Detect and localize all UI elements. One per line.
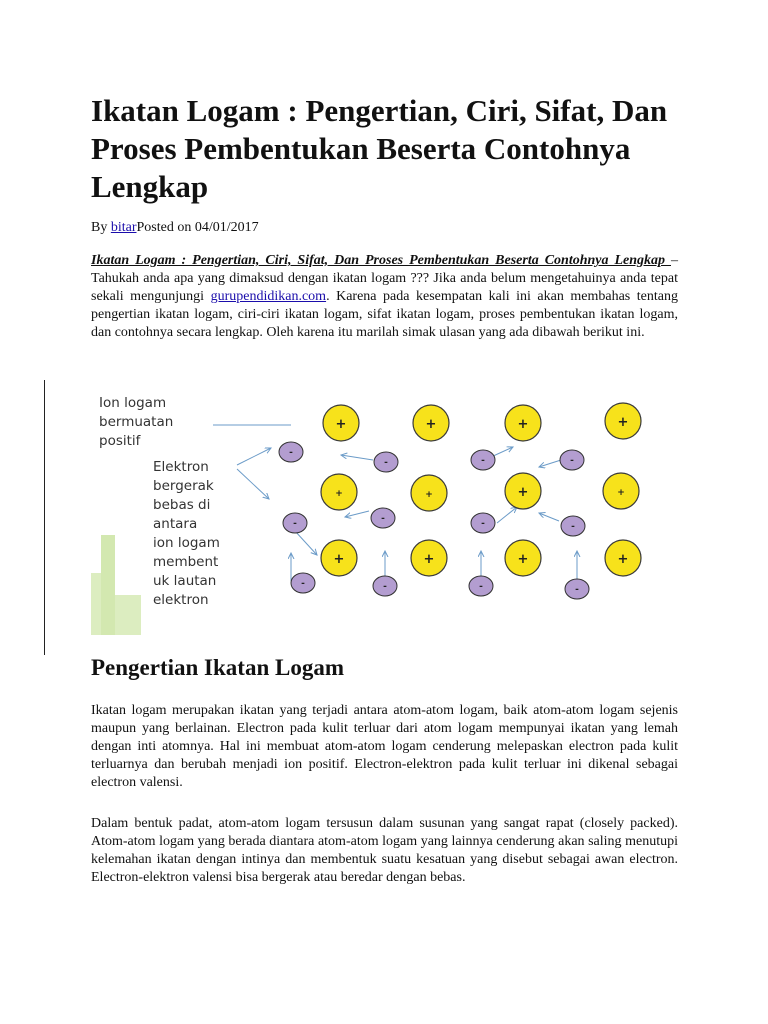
intro-paragraph: [91, 252, 678, 342]
byline: [91, 219, 259, 237]
svg-text:-: -: [289, 448, 293, 458]
svg-text:-: -: [301, 579, 305, 589]
body-paragraph: Dalam bentuk padat, atom-atom logam tersusun dalam susunan yang sangat rapat (closely packed). Atom-atom logam yang berada diantara atom-atom logam yang lainnya cenderung akan saling menutupi kelemahan ikatan dengan intinya dan membentuk suatu kesatuan yang disebut sebagai awan electron. Electron-elektron valensi bisa bergerak atau beredar dengan bebas.: [91, 816, 678, 885]
electron-label-line: ion logam: [153, 535, 220, 551]
electron: [283, 513, 307, 533]
ion-label-line: bermuatan: [99, 414, 174, 430]
article-title: Ikatan Logam : Pengertian, Ciri, Sifat, Dan Proses Pembentukan Beserta Contohnya Lengkap: [91, 93, 668, 204]
electron: [561, 516, 585, 536]
svg-text:-: -: [293, 519, 297, 529]
electron: [373, 576, 397, 596]
motion-arrow: [345, 511, 369, 517]
svg-text:+: +: [617, 415, 629, 430]
positive-ion: [505, 405, 541, 441]
svg-text:+: +: [333, 552, 345, 567]
byline-by: By: [91, 220, 111, 235]
ion-label-line: positif: [99, 433, 141, 449]
svg-text:+: +: [425, 490, 433, 500]
electron-label-line: elektron: [153, 592, 209, 608]
motion-arrow: [497, 507, 517, 523]
positive-ion: [321, 474, 357, 510]
motion-arrow: [539, 460, 561, 467]
svg-text:+: +: [335, 489, 343, 499]
deco-bar: [115, 595, 141, 635]
svg-text:-: -: [481, 456, 485, 466]
intro-text-1: – Tahukah anda apa yang dimaksud dengan ikatan logam ??? Jika anda belum mengetahuinya anda tepat sekali mengunjungi: [91, 253, 678, 304]
svg-text:-: -: [383, 582, 387, 592]
positive-ion: [411, 540, 447, 576]
svg-text:+: +: [423, 552, 435, 567]
body-paragraph: Ikatan logam merupakan ikatan yang terjadi antara atom-atom logam, baik atom-atom logam sejenis maupun yang berlainan. Electron pada kulit terluar dari atom logam mempunyai ikatan yang lemah dengan inti atomnya. Hal ini membuat atom-atom logam cenderung melepaskan electron pada kulit terluarnya dan berubah menjadi ion positif. Electron-elektron pada kulit terluar ini dikenal sebagai electron valensi.: [91, 703, 678, 790]
posted-date: Posted on 04/01/2017: [136, 220, 259, 235]
electron: [471, 513, 495, 533]
electron: [374, 452, 398, 472]
deco-bar: [91, 573, 101, 635]
positive-ion: [605, 403, 641, 439]
svg-text:-: -: [381, 514, 385, 524]
motion-arrow: [341, 455, 373, 460]
positive-ion: [505, 473, 541, 509]
pointer-arrow: [237, 469, 269, 499]
pointer-arrow: [237, 448, 271, 465]
svg-text:+: +: [517, 417, 529, 432]
site-link[interactable]: gurupendidikan.com: [210, 289, 327, 304]
electron: [291, 573, 315, 593]
svg-text:+: +: [517, 485, 529, 500]
motion-arrow: [295, 531, 317, 555]
electron: [469, 576, 493, 596]
positive-ion: [505, 540, 541, 576]
deco-bar: [101, 535, 115, 635]
intro-lead: Ikatan Logam : Pengertian, Ciri, Sifat, Dan Proses Pembentukan Beserta Contohnya Lengkap: [91, 253, 671, 268]
metallic-bond-diagram: [91, 385, 691, 640]
positive-ion: [323, 405, 359, 441]
positive-ion: [411, 475, 447, 511]
svg-text:-: -: [384, 458, 388, 468]
electron: [471, 450, 495, 470]
electron-label-line: Elektron: [153, 459, 209, 475]
motion-arrow: [539, 513, 559, 521]
electron-label-line: membent: [153, 554, 219, 570]
electron-label-line: bebas di: [153, 497, 211, 513]
positive-ion: [605, 540, 641, 576]
electron: [560, 450, 584, 470]
svg-text:-: -: [575, 585, 579, 595]
side-rule: [44, 380, 45, 655]
ion-label-line: Ion logam: [99, 395, 167, 411]
author-link[interactable]: bitar: [110, 220, 137, 235]
electron: [279, 442, 303, 462]
positive-ion: [603, 473, 639, 509]
svg-text:+: +: [517, 552, 529, 567]
electron: [371, 508, 395, 528]
electron-label-line: bergerak: [153, 478, 214, 494]
metallic-bond-figure: [91, 385, 691, 640]
svg-text:-: -: [570, 456, 574, 466]
section-heading: Pengertian Ikatan Logam: [91, 655, 344, 680]
electron-label-line: antara: [153, 516, 198, 532]
svg-text:+: +: [617, 488, 625, 498]
svg-text:-: -: [479, 582, 483, 592]
svg-text:+: +: [425, 417, 437, 432]
svg-text:+: +: [617, 552, 629, 567]
svg-text:-: -: [481, 519, 485, 529]
electron: [565, 579, 589, 599]
intro-text-2: . Karena pada kesempatan kali ini akan membahas tentang pengertian ikatan logam, ciri-ciri ikatan logam, sifat ikatan logam, proses pembentukan ikatan logam, dan contohnya secara lengkap. Oleh karena itu marilah simak ulasan yang ada dibawah berikut ini.: [91, 289, 678, 340]
svg-text:+: +: [335, 417, 347, 432]
positive-ion: [321, 540, 357, 576]
positive-ion: [413, 405, 449, 441]
electron-label-line: uk lautan: [153, 573, 217, 589]
svg-text:-: -: [571, 522, 575, 532]
